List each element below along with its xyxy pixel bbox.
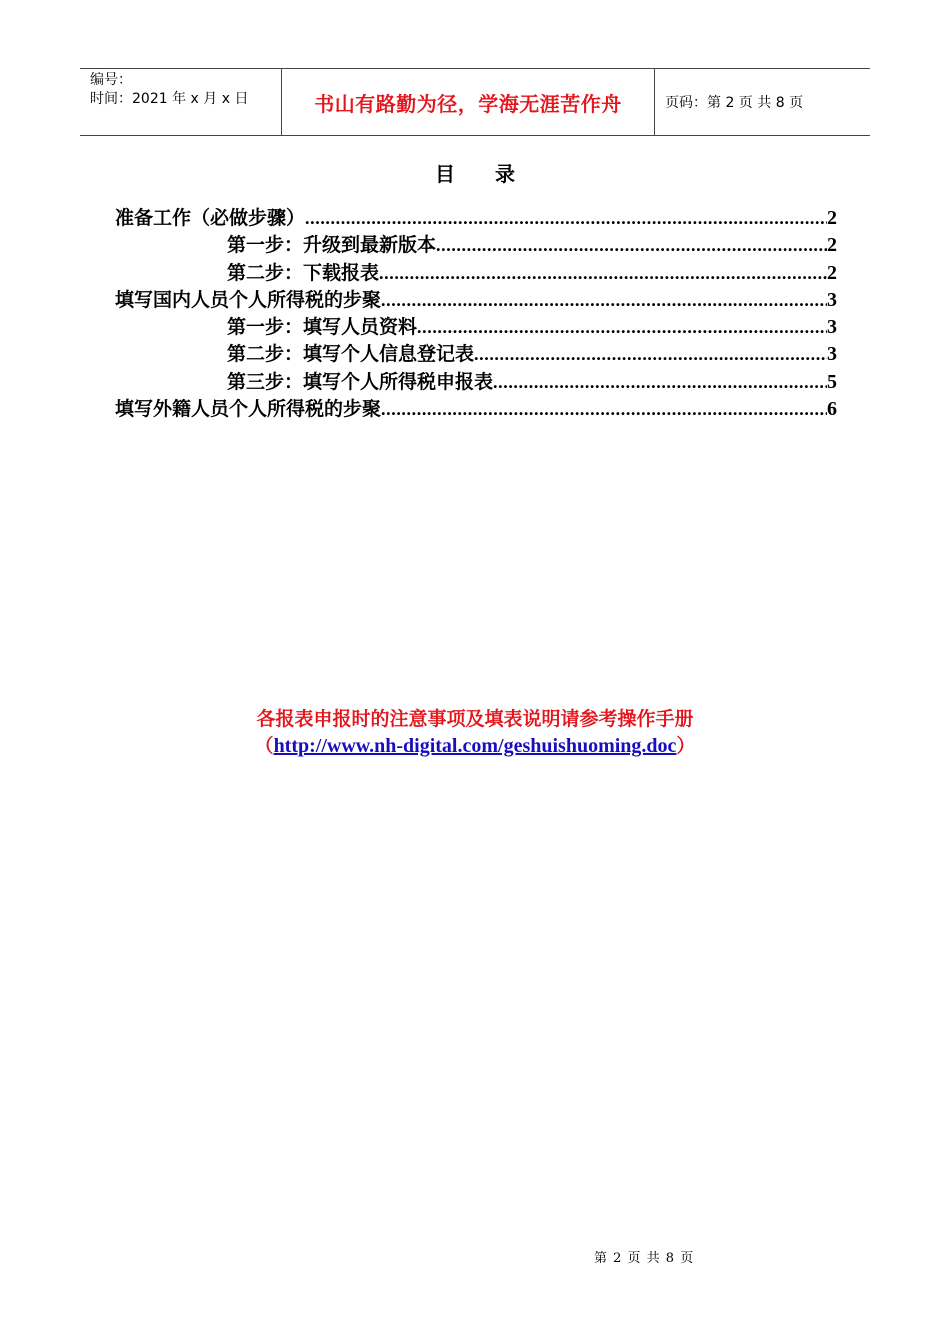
toc-entry-text: 填写国内人员个人所得税的步聚 [115, 288, 382, 311]
toc-entry[interactable] [115, 203, 837, 230]
toc-entry-page: 2 [827, 207, 837, 229]
page-header [80, 68, 870, 136]
header-page-info: 页码：第 2 页 共 8 页 [665, 95, 804, 111]
toc-entry-page: 3 [827, 288, 837, 311]
toc-entry-page: 2 [827, 234, 837, 257]
toc-leader [305, 208, 827, 229]
toc-entry[interactable] [115, 230, 837, 257]
paren-close: ） [676, 735, 696, 757]
time-label: 时间：2021 年 x 月 x 日 [90, 91, 249, 107]
notice-text: 各报表申报时的注意事项及填表说明请参考操作手册 [256, 708, 694, 730]
notice-link-line [0, 733, 950, 760]
toc-title-char-1: 目 [435, 162, 455, 186]
toc-leader [436, 235, 827, 256]
toc-entry-text: 准备工作（必做步骤） [115, 207, 306, 229]
header-meta [80, 69, 281, 135]
toc-leader [474, 344, 827, 365]
toc-leader [381, 290, 827, 311]
header-motto: 书山有路勤为径，学海无涯苦作舟 [281, 69, 655, 135]
toc-entry-page: 3 [827, 343, 837, 366]
toc-entry[interactable] [115, 394, 837, 421]
toc-entry[interactable] [115, 258, 837, 285]
toc-entry-text: 第一步：升级到最新版本 [227, 234, 437, 257]
toc-entry-page: 5 [827, 370, 837, 393]
toc-entry-text: 第三步：填写个人所得税申报表 [227, 370, 494, 393]
toc-entry-page: 2 [827, 261, 837, 284]
page-footer: 第 2 页 共 8 页 [594, 1251, 694, 1266]
toc-entry-text: 第一步：填写人员资料 [227, 316, 418, 339]
toc-entry-text: 填写外籍人员个人所得税的步聚 [115, 398, 382, 421]
notice [0, 706, 950, 760]
number-label: 编号： [90, 72, 132, 88]
table-of-contents [115, 203, 837, 421]
toc-entry[interactable] [115, 312, 837, 339]
toc-title-char-2: 录 [495, 162, 515, 186]
toc-entry[interactable] [115, 367, 837, 394]
paren-open: （ [254, 735, 274, 757]
toc-title [0, 158, 950, 187]
manual-link[interactable]: http://www.nh-digital.com/geshuishuoming.doc [273, 735, 677, 757]
toc-leader [417, 317, 827, 338]
toc-entry-text: 第二步：填写个人信息登记表 [227, 343, 475, 366]
toc-leader [493, 372, 827, 393]
toc-entry-page: 6 [827, 398, 837, 421]
toc-entry[interactable] [115, 339, 837, 366]
toc-entry-text: 第二步：下载报表 [227, 261, 380, 284]
toc-leader [381, 399, 827, 420]
toc-entry-page: 3 [827, 316, 837, 339]
toc-leader [379, 263, 827, 284]
toc-entry[interactable] [115, 285, 837, 312]
